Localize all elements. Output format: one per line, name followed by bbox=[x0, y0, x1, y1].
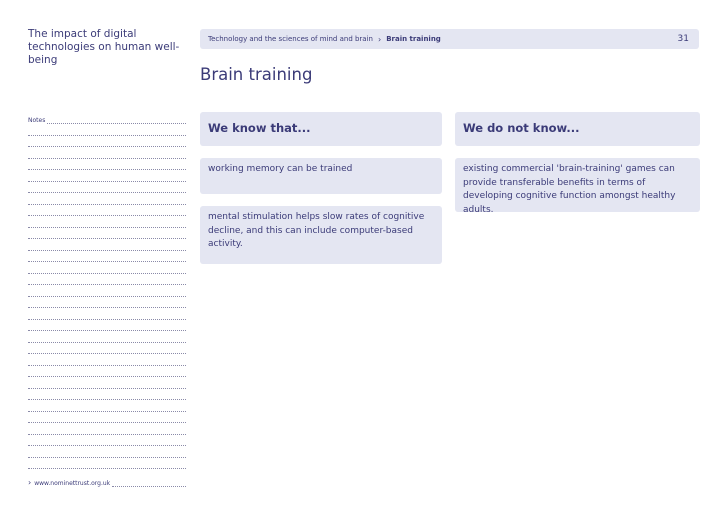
page-number: 31 bbox=[677, 34, 689, 44]
note-line bbox=[28, 296, 186, 297]
note-line bbox=[112, 480, 186, 487]
website-url[interactable]: www.nominettrust.org.uk bbox=[34, 480, 111, 487]
note-line bbox=[28, 353, 186, 354]
note-line bbox=[28, 181, 186, 182]
breadcrumb bbox=[200, 29, 699, 49]
section-title: Brain training bbox=[200, 65, 313, 84]
note-line bbox=[28, 146, 186, 147]
note-line bbox=[28, 457, 186, 458]
website-link[interactable] bbox=[28, 478, 186, 487]
notes-label-row bbox=[28, 117, 186, 124]
note-line bbox=[28, 445, 186, 446]
note-line bbox=[28, 227, 186, 228]
note-line bbox=[28, 250, 186, 251]
we-know-heading: We know that... bbox=[200, 112, 442, 146]
note-line bbox=[28, 365, 186, 366]
know-item: working memory can be trained bbox=[200, 158, 442, 194]
chevron-right-icon: › bbox=[28, 478, 32, 487]
note-line bbox=[28, 204, 186, 205]
note-line bbox=[28, 261, 186, 262]
notes-area bbox=[28, 117, 186, 124]
note-line bbox=[28, 215, 186, 216]
note-line bbox=[28, 468, 186, 469]
note-line bbox=[28, 422, 186, 423]
know-item: mental stimulation helps slow rates of cognitive decline, and this can include computer-based activity. bbox=[200, 206, 442, 264]
note-line bbox=[28, 192, 186, 193]
chevron-right-icon: › bbox=[377, 34, 382, 44]
unknown-item: existing commercial 'brain-training' games can provide transferable benefits in terms of developing cognitive function amongst healthy adults. bbox=[455, 158, 700, 212]
document-title: The impact of digital technologies on human well-being bbox=[28, 28, 180, 66]
note-line bbox=[28, 158, 186, 159]
note-line bbox=[28, 135, 186, 136]
note-line bbox=[28, 411, 186, 412]
note-line bbox=[28, 388, 186, 389]
note-line bbox=[47, 117, 186, 124]
note-line bbox=[28, 284, 186, 285]
note-line bbox=[28, 376, 186, 377]
note-line bbox=[28, 238, 186, 239]
we-do-not-know-heading: We do not know... bbox=[455, 112, 700, 146]
note-line bbox=[28, 399, 186, 400]
note-line bbox=[28, 434, 186, 435]
note-line bbox=[28, 307, 186, 308]
breadcrumb-current: Brain training bbox=[386, 35, 441, 43]
note-line bbox=[28, 169, 186, 170]
notes-label: Notes bbox=[28, 117, 46, 124]
note-line bbox=[28, 273, 186, 274]
breadcrumb-parent[interactable]: Technology and the sciences of mind and brain bbox=[208, 35, 373, 43]
note-line bbox=[28, 330, 186, 331]
note-line bbox=[28, 342, 186, 343]
note-line bbox=[28, 319, 186, 320]
